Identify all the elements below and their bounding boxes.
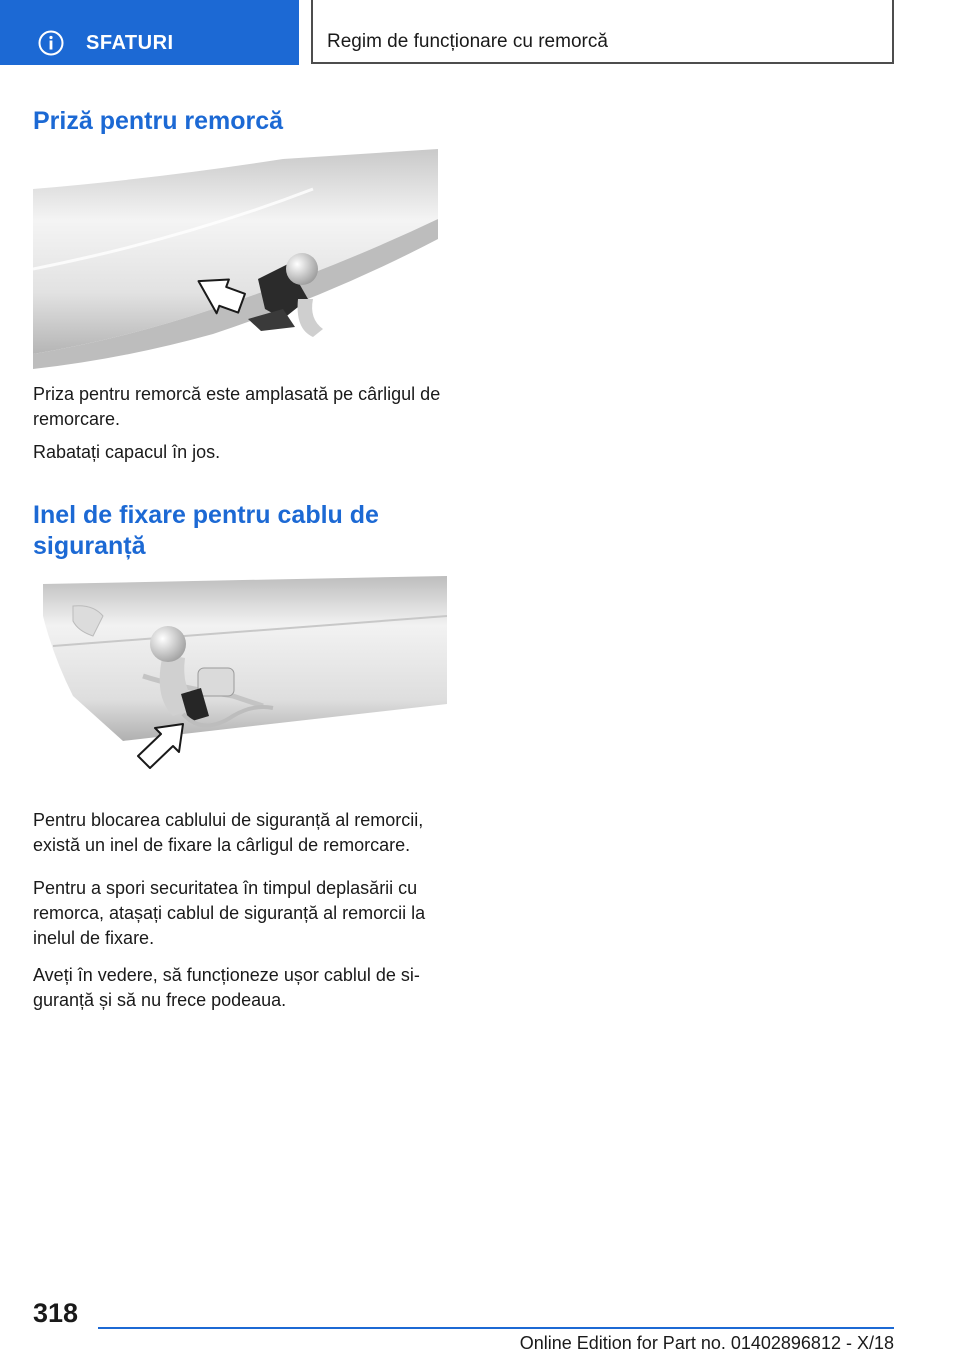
chapter-title: Regim de funcționare cu remorcă: [327, 31, 608, 52]
heading-safety-cable-ring: Inel de fixare pentru cablu de siguranță: [33, 501, 379, 560]
page-number: 318: [33, 1298, 79, 1328]
info-icon: [38, 30, 64, 56]
footer-divider: [98, 1327, 894, 1329]
socket-location-text: Priza pentru remorcă este amplasată pe cârligul de remorcare.: [33, 384, 441, 429]
chapter-header: [311, 0, 894, 64]
safety-cable-ring-illustration: [33, 576, 447, 776]
section-title: SFATURI: [86, 32, 174, 54]
socket-instruction-text: Rabatați capacul în jos.: [33, 442, 221, 462]
ring-description-text: Pentru blocarea cablului de siguranță al remorcii, există un inel de fixare la cârligul de remorcare.: [33, 810, 424, 855]
trailer-socket-illustration: [33, 149, 438, 369]
heading-trailer-socket: Priză pentru remorcă: [33, 107, 284, 135]
section-tab: [0, 0, 299, 65]
ring-security-text: Pentru a spori securitatea în timpul deplasării cu remorca, atașați cablul de siguranță al remorcii la inelul de fixare.: [33, 878, 426, 948]
ring-note-text: Aveți în vedere, să funcționeze ușor cablul de si-guranță și să nu frece podeaua.: [33, 965, 420, 1010]
edition-info: Online Edition for Part no. 01402896812 - X/18: [519, 1333, 894, 1353]
